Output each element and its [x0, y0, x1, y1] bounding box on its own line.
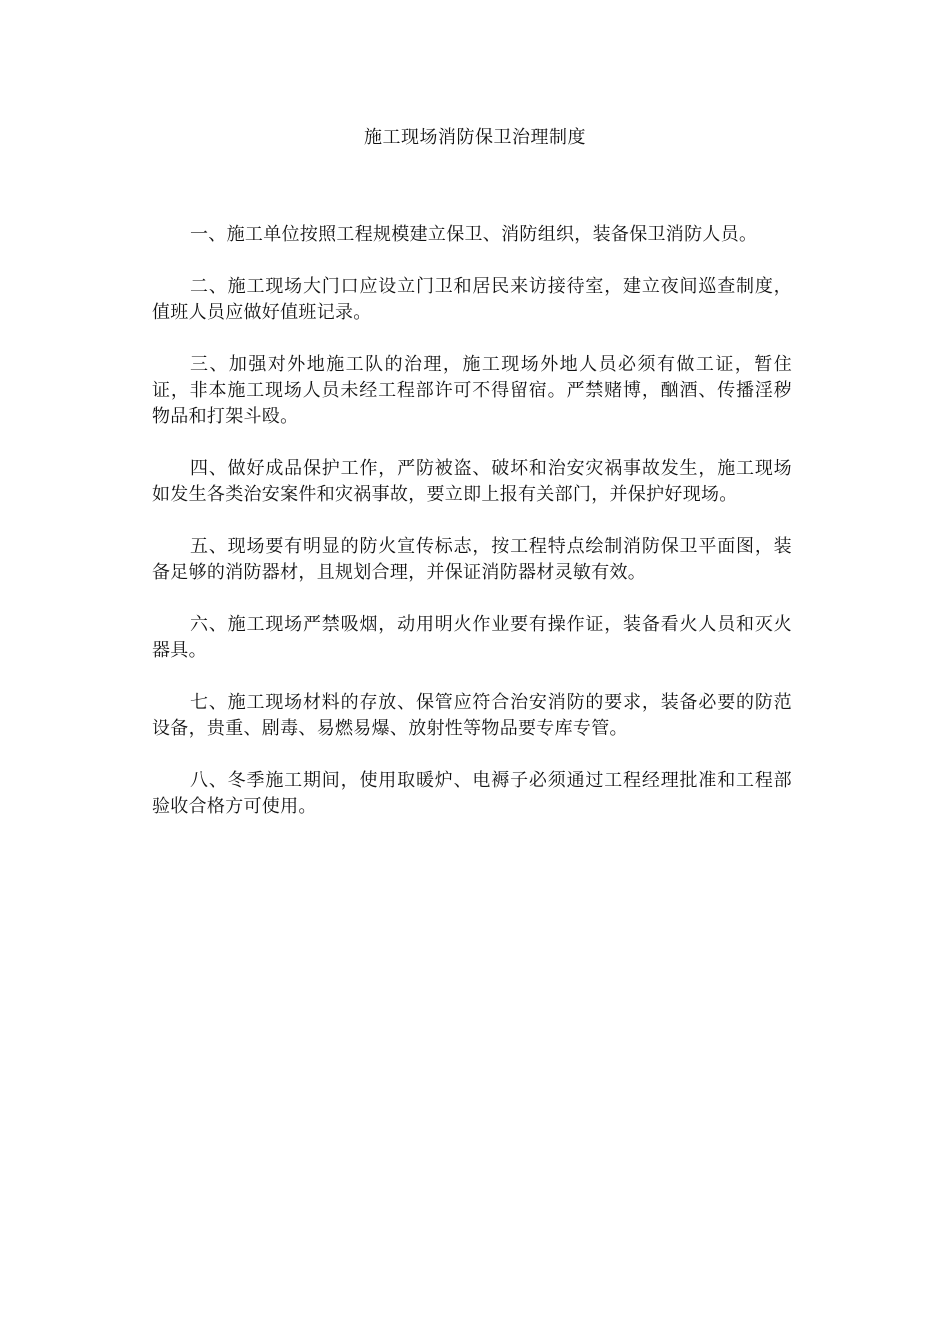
- clause-8: 八、冬季施工期间，使用取暖炉、电褥子必须通过工程经理批准和工程部验收合格方可使用。: [152, 770, 792, 817]
- clause-7: 七、施工现场材料的存放、保管应符合治安消防的要求，装备必要的防范设备，贵重、剧毒、易燃易爆、放射性等物品要专库专管。: [152, 692, 792, 739]
- clause-6: 六、施工现场严禁吸烟，动用明火作业要有操作证，装备看火人员和灭火器具。: [152, 614, 792, 661]
- clause-2: 二、施工现场大门口应设立门卫和居民来访接待室，建立夜间巡查制度，值班人员应做好值班记录。: [152, 276, 792, 323]
- document-title: 施工现场消防保卫治理制度: [364, 127, 586, 148]
- document-body: [152, 222, 792, 846]
- clause-3: 三、加强对外地施工队的治理，施工现场外地人员必须有做工证，暂住证，非本施工现场人员未经工程部许可不得留宿。严禁赌博，酗酒、传播淫秽物品和打架斗殴。: [152, 354, 792, 427]
- clause-5: 五、现场要有明显的防火宣传标志，按工程特点绘制消防保卫平面图，装备足够的消防器材，且规划合理，并保证消防器材灵敏有效。: [152, 536, 792, 583]
- clause-1: 一、施工单位按照工程规模建立保卫、消防组织，装备保卫消防人员。: [190, 224, 758, 245]
- clause-4: 四、做好成品保护工作，严防被盗、破坏和治安灾祸事故发生，施工现场如发生各类治安案件和灾祸事故，要立即上报有关部门，并保护好现场。: [152, 458, 792, 505]
